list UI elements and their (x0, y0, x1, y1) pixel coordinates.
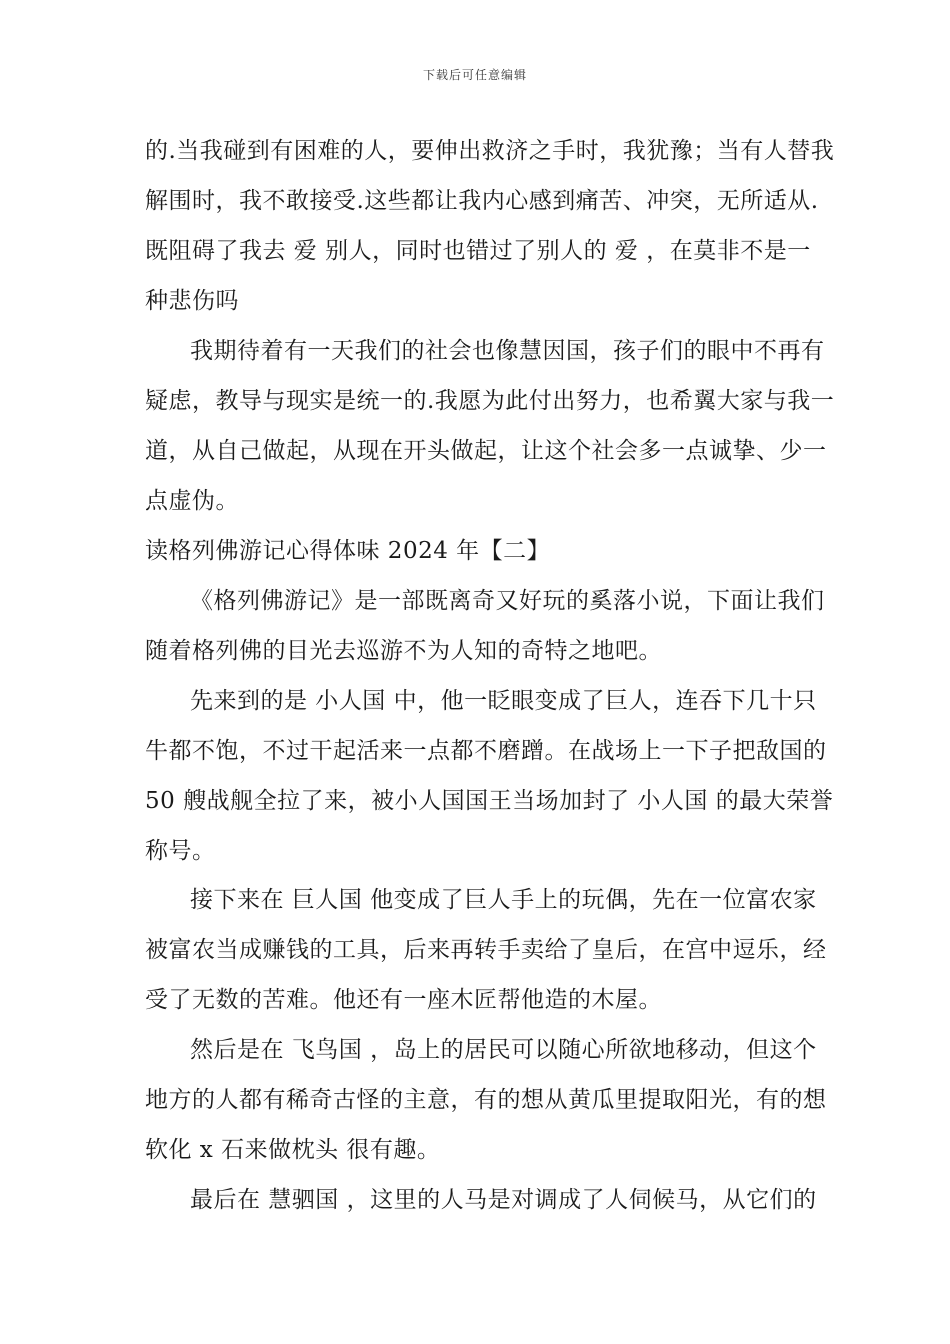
text-line: 被富农当成赚钱的工具，后来再转手卖给了皇后，在宫中逗乐，经 (145, 937, 827, 963)
text-line: 随着格列佛的目光去巡游不为人知的奇特之地吧。 (145, 638, 662, 664)
text-line: 牛都不饱，不过干起活来一点都不磨蹭。在战场上一下子把敌国的 (145, 738, 827, 764)
text-line: 接下来在 巨人国 他变成了巨人手上的玩偶，先在一位富农家 (190, 887, 817, 913)
text-line: 软化 x 石来做枕头 很有趣。 (145, 1137, 441, 1163)
text-line: 《格列佛游记》是一部既离奇又好玩的奚落小说，下面让我们 (190, 588, 825, 614)
text-line: 然后是在 飞鸟国 ，岛上的居民可以随心所欲地移动，但这个 (190, 1037, 817, 1063)
text-line: 先来到的是 小人国 中，他一眨眼变成了巨人，连吞下几十只 (190, 688, 817, 714)
text-line: 点虚伪。 (145, 488, 239, 514)
text-line: 种悲伤吗 (145, 288, 239, 314)
text-line: 最后在 慧驷国 ，这里的人马是对调成了人伺候马，从它们的 (190, 1187, 817, 1213)
text-line: 受了无数的苦难。他还有一座木匠帮他造的木屋。 (145, 987, 662, 1013)
text-line: 称号。 (145, 838, 216, 864)
text-line: 50 艘战舰全拉了来，被小人国国王当场加封了 小人国 的最大荣誉 (145, 788, 834, 814)
text-line: 疑虑，教导与现实是统一的.我愿为此付出努力，也希翼大家与我一 (145, 388, 835, 414)
section-heading: 读格列佛游记心得体味 2024 年【二】 (145, 538, 551, 564)
text-line: 解围时，我不敢接受.这些都让我内心感到痛苦、冲突，无所适从. (145, 188, 819, 214)
text-line: 我期待着有一天我们的社会也像慧因国，孩子们的眼中不再有 (190, 338, 825, 364)
text-line: 地方的人都有稀奇古怪的主意，有的想从黄瓜里提取阳光，有的想 (145, 1087, 827, 1113)
text-line: 的.当我碰到有困难的人，要伸出救济之手时，我犹豫；当有人替我 (145, 138, 835, 164)
text-line: 道，从自己做起，从现在开头做起，让这个社会多一点诚挚、少一 (145, 438, 827, 464)
page-header: 下载后可任意编辑 (422, 68, 527, 82)
text-line: 既阻碍了我去 爱 别人，同时也错过了别人的 爱 ，在莫非不是一 (145, 238, 811, 264)
